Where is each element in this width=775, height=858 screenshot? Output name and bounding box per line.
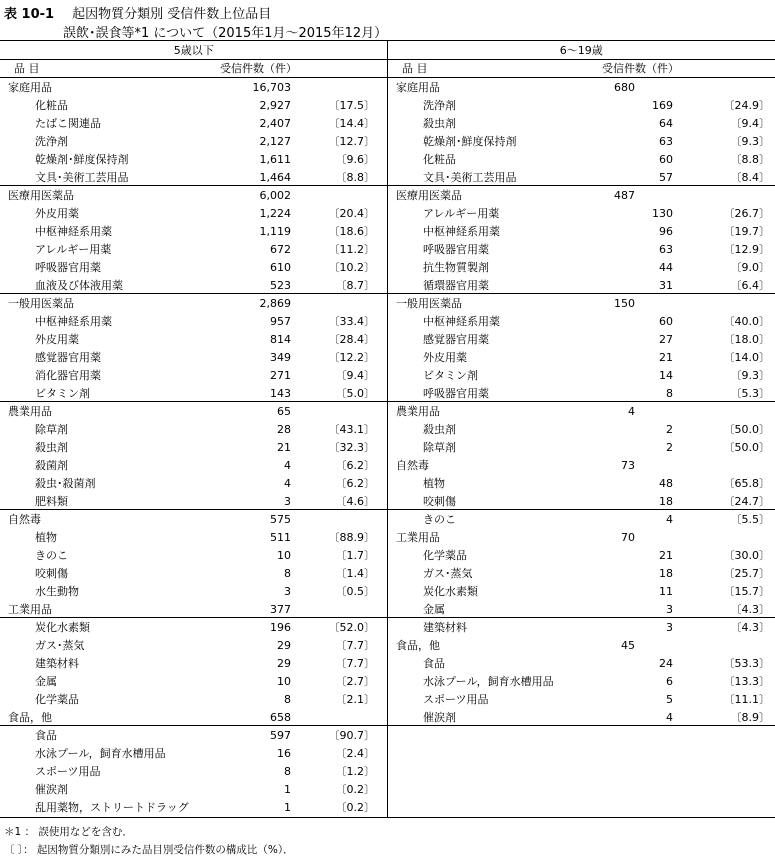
table-number: 表 10-1 (4, 7, 55, 22)
item-name: たばこ関連品 (35, 117, 101, 130)
item-name: 金属 (35, 675, 57, 688)
item-count: 3 (666, 621, 673, 634)
item-name: 感覚器官用薬 (423, 333, 489, 346)
item-count: 3 (284, 495, 291, 508)
item-count: 1 (284, 801, 291, 814)
item-pct: 〔43.1〕 (328, 423, 375, 436)
item-name: 食品 (35, 729, 57, 742)
footnote-1: ＊1 ： 誤使用などを含む． (4, 826, 133, 838)
item-name: 殺虫剤 (423, 423, 456, 436)
item-count: 2,127 (259, 135, 291, 148)
item-count: 597 (270, 729, 291, 742)
item-name: 肥料類 (35, 495, 68, 508)
item-count: 6 (666, 675, 673, 688)
item-pct: 〔9.6〕 (335, 153, 375, 166)
category-name: 食品，他 (396, 639, 440, 652)
item-name: 植物 (423, 477, 445, 490)
item-pct: 〔9.3〕 (730, 135, 770, 148)
item-count: 196 (270, 621, 291, 634)
category-name: 家庭用品 (396, 81, 440, 94)
item-count: 8 (284, 693, 291, 706)
item-count: 4 (284, 459, 291, 472)
item-count: 2,927 (259, 99, 291, 112)
item-pct: 〔8.8〕 (335, 171, 375, 184)
item-pct: 〔2.7〕 (335, 675, 375, 688)
item-count: 16 (277, 747, 291, 760)
item-pct: 〔17.5〕 (328, 99, 375, 112)
item-pct: 〔40.0〕 (723, 315, 770, 328)
item-count: 28 (277, 423, 291, 436)
item-count: 27 (659, 333, 673, 346)
item-count: 18 (659, 495, 673, 508)
item-count: 57 (659, 171, 673, 184)
category-total: 377 (270, 603, 291, 616)
item-count: 8 (284, 567, 291, 580)
item-name: 炭化水素類 (423, 585, 478, 598)
item-name: 感覚器官用薬 (35, 351, 101, 364)
item-pct: 〔33.4〕 (328, 315, 375, 328)
item-count: 4 (284, 477, 291, 490)
item-pct: 〔5.5〕 (730, 513, 770, 526)
item-name: 乾燥剤･鮮度保持剤 (423, 135, 517, 148)
item-pct: 〔7.7〕 (335, 639, 375, 652)
item-count: 511 (270, 531, 291, 544)
item-name: 呼吸器官用薬 (35, 261, 101, 274)
item-name: 中枢神経系用薬 (423, 225, 500, 238)
item-pct: 〔11.2〕 (328, 243, 375, 256)
item-pct: 〔6.2〕 (335, 459, 375, 472)
item-name: 化粧品 (35, 99, 68, 112)
item-count: 5 (666, 693, 673, 706)
category-name: 医療用医薬品 (396, 189, 462, 202)
item-pct: 〔1.2〕 (335, 765, 375, 778)
item-count: 14 (659, 369, 673, 382)
item-count: 63 (659, 135, 673, 148)
item-name: スポーツ用品 (35, 765, 101, 778)
item-name: 乾燥剤･鮮度保持剤 (35, 153, 129, 166)
category-name: 一般用医薬品 (8, 297, 74, 310)
table-title-text: 起因物質分類別 受信件数上位品目 (72, 7, 272, 22)
item-count: 523 (270, 279, 291, 292)
category-total: 70 (621, 531, 635, 544)
item-pct: 〔2.1〕 (335, 693, 375, 706)
item-count: 31 (659, 279, 673, 292)
item-count: 169 (652, 99, 673, 112)
item-pct: 〔18.6〕 (328, 225, 375, 238)
category-total: 658 (270, 711, 291, 724)
item-name: ガス･蒸気 (35, 639, 85, 652)
item-count: 1,119 (259, 225, 291, 238)
item-name: 呼吸器官用薬 (423, 387, 489, 400)
item-count: 3 (284, 585, 291, 598)
category-total: 73 (621, 459, 635, 472)
item-pct: 〔1.7〕 (335, 549, 375, 562)
item-name: 洗浄剤 (35, 135, 68, 148)
item-pct: 〔7.7〕 (335, 657, 375, 670)
item-pct: 〔9.3〕 (730, 369, 770, 382)
group-header: 5歳以下 (173, 44, 214, 57)
item-count: 96 (659, 225, 673, 238)
item-name: 除草剤 (423, 441, 456, 454)
category-name: 家庭用品 (8, 81, 52, 94)
item-name: 抗生物質製剤 (423, 261, 489, 274)
item-pct: 〔6.4〕 (730, 279, 770, 292)
item-count: 271 (270, 369, 291, 382)
category-total: 65 (277, 405, 291, 418)
item-pct: 〔24.7〕 (723, 495, 770, 508)
category-total: 6,002 (259, 189, 291, 202)
item-pct: 〔4.3〕 (730, 603, 770, 616)
item-count: 10 (277, 675, 291, 688)
item-count: 143 (270, 387, 291, 400)
item-count: 21 (277, 441, 291, 454)
item-name: 中枢神経系用薬 (423, 315, 500, 328)
category-total: 150 (614, 297, 635, 310)
item-pct: 〔53.3〕 (723, 657, 770, 670)
item-name: 金属 (423, 603, 445, 616)
item-count: 11 (659, 585, 673, 598)
item-name: 殺虫剤 (423, 117, 456, 130)
item-count: 2 (666, 441, 673, 454)
item-pct: 〔6.2〕 (335, 477, 375, 490)
item-name: 中枢神経系用薬 (35, 315, 112, 328)
item-name: 催涙剤 (35, 783, 68, 796)
item-pct: 〔8.9〕 (730, 711, 770, 724)
item-pct: 〔20.4〕 (328, 207, 375, 220)
category-total: 4 (628, 405, 635, 418)
item-count: 44 (659, 261, 673, 274)
item-pct: 〔0.2〕 (335, 801, 375, 814)
category-total: 575 (270, 513, 291, 526)
item-count: 60 (659, 315, 673, 328)
item-name: 殺虫剤 (35, 441, 68, 454)
item-pct: 〔19.7〕 (723, 225, 770, 238)
item-pct: 〔12.2〕 (328, 351, 375, 364)
item-count: 957 (270, 315, 291, 328)
item-name: 化粧品 (423, 153, 456, 166)
item-name: ビタミン剤 (35, 387, 90, 400)
item-name: 除草剤 (35, 423, 68, 436)
item-pct: 〔90.7〕 (328, 729, 375, 742)
item-count: 48 (659, 477, 673, 490)
item-name: きのこ (35, 549, 68, 562)
item-name: 食品 (423, 657, 445, 670)
item-count: 1,611 (259, 153, 291, 166)
item-pct: 〔50.0〕 (723, 423, 770, 436)
item-count: 21 (659, 549, 673, 562)
item-count: 1 (284, 783, 291, 796)
item-count: 130 (652, 207, 673, 220)
item-name: 建築材料 (35, 657, 79, 670)
item-name: ガス･蒸気 (423, 567, 473, 580)
item-name: 殺虫･殺菌剤 (35, 477, 96, 490)
table-subtitle: 誤飲･誤食等*1 について（2015年1月～2015年12月） (63, 26, 388, 41)
item-count: 4 (666, 711, 673, 724)
item-pct: 〔24.9〕 (723, 99, 770, 112)
item-pct: 〔9.4〕 (335, 369, 375, 382)
column-header-item: 品 目 (402, 62, 428, 75)
item-pct: 〔1.4〕 (335, 567, 375, 580)
item-pct: 〔0.2〕 (335, 783, 375, 796)
item-pct: 〔2.4〕 (335, 747, 375, 760)
item-pct: 〔26.7〕 (723, 207, 770, 220)
item-name: 文具･美術工芸用品 (35, 171, 129, 184)
item-count: 672 (270, 243, 291, 256)
item-name: 洗浄剤 (423, 99, 456, 112)
item-count: 2 (666, 423, 673, 436)
category-name: 工業用品 (396, 531, 440, 544)
item-pct: 〔9.4〕 (730, 117, 770, 130)
item-count: 3 (666, 603, 673, 616)
item-pct: 〔10.2〕 (328, 261, 375, 274)
item-name: 外皮用薬 (35, 333, 79, 346)
item-count: 29 (277, 639, 291, 652)
item-count: 18 (659, 567, 673, 580)
item-count: 24 (659, 657, 673, 670)
category-name: 工業用品 (8, 603, 52, 616)
category-name: 自然毒 (396, 459, 429, 472)
item-count: 1,464 (259, 171, 291, 184)
item-count: 349 (270, 351, 291, 364)
item-pct: 〔12.7〕 (328, 135, 375, 148)
item-pct: 〔4.3〕 (730, 621, 770, 634)
item-pct: 〔4.6〕 (335, 495, 375, 508)
category-name: 農業用品 (396, 405, 440, 418)
item-pct: 〔88.9〕 (328, 531, 375, 544)
item-pct: 〔50.0〕 (723, 441, 770, 454)
category-name: 農業用品 (8, 405, 52, 418)
item-count: 2,407 (259, 117, 291, 130)
item-count: 814 (270, 333, 291, 346)
item-name: 殺菌剤 (35, 459, 68, 472)
category-total: 2,869 (259, 297, 291, 310)
item-count: 60 (659, 153, 673, 166)
item-name: スポーツ用品 (423, 693, 489, 706)
data-table (0, 40, 775, 818)
table-title (4, 3, 271, 22)
item-pct: 〔13.3〕 (723, 675, 770, 688)
item-name: 咬刺傷 (35, 567, 68, 580)
category-total: 680 (614, 81, 635, 94)
item-count: 4 (666, 513, 673, 526)
item-name: 循環器官用薬 (423, 279, 489, 292)
column-header-item: 品 目 (14, 62, 40, 75)
item-pct: 〔5.0〕 (335, 387, 375, 400)
item-name: 水生動物 (35, 585, 79, 598)
category-name: 自然毒 (8, 513, 41, 526)
item-name: 消化器官用薬 (35, 369, 101, 382)
item-name: 血液及び体液用薬 (35, 279, 123, 292)
item-pct: 〔65.8〕 (723, 477, 770, 490)
item-name: 植物 (35, 531, 57, 544)
item-pct: 〔14.0〕 (723, 351, 770, 364)
item-pct: 〔0.5〕 (335, 585, 375, 598)
item-count: 10 (277, 549, 291, 562)
item-pct: 〔11.1〕 (723, 693, 770, 706)
item-pct: 〔8.7〕 (335, 279, 375, 292)
item-pct: 〔15.7〕 (723, 585, 770, 598)
item-pct: 〔32.3〕 (328, 441, 375, 454)
item-pct: 〔8.4〕 (730, 171, 770, 184)
item-name: 外皮用薬 (35, 207, 79, 220)
item-name: アレルギー用薬 (423, 207, 500, 220)
category-name: 一般用医薬品 (396, 297, 462, 310)
item-name: 化学薬品 (35, 693, 79, 706)
group-header: 6～19歳 (559, 44, 603, 57)
item-count: 29 (277, 657, 291, 670)
item-name: 炭化水素類 (35, 621, 90, 634)
category-total: 16,703 (252, 81, 291, 94)
item-name: 文具･美術工芸用品 (423, 171, 517, 184)
column-header-count: 受信件数（件） (602, 62, 679, 75)
item-count: 63 (659, 243, 673, 256)
item-count: 64 (659, 117, 673, 130)
item-name: 水泳プール，飼育水槽用品 (35, 747, 166, 760)
item-name: きのこ (423, 513, 456, 526)
category-name: 医療用医薬品 (8, 189, 74, 202)
item-pct: 〔12.9〕 (723, 243, 770, 256)
category-total: 487 (614, 189, 635, 202)
category-name: 食品，他 (8, 711, 52, 724)
item-name: 建築材料 (423, 621, 467, 634)
item-count: 8 (284, 765, 291, 778)
item-name: 乱用薬物，ストリートドラッグ (35, 801, 189, 814)
item-name: 催涙剤 (423, 711, 456, 724)
item-pct: 〔30.0〕 (723, 549, 770, 562)
item-pct: 〔9.0〕 (730, 261, 770, 274)
item-pct: 〔18.0〕 (723, 333, 770, 346)
item-pct: 〔28.4〕 (328, 333, 375, 346)
table-grid (0, 40, 775, 818)
item-pct: 〔25.7〕 (723, 567, 770, 580)
item-name: 中枢神経系用薬 (35, 225, 112, 238)
item-pct: 〔14.4〕 (328, 117, 375, 130)
item-pct: 〔5.3〕 (730, 387, 770, 400)
item-count: 21 (659, 351, 673, 364)
item-name: 呼吸器官用薬 (423, 243, 489, 256)
item-name: アレルギー用薬 (35, 243, 112, 256)
item-count: 610 (270, 261, 291, 274)
item-name: 化学薬品 (423, 549, 467, 562)
item-name: 外皮用薬 (423, 351, 467, 364)
category-total: 45 (621, 639, 635, 652)
item-name: 咬刺傷 (423, 495, 456, 508)
item-count: 1,224 (259, 207, 291, 220)
item-pct: 〔52.0〕 (328, 621, 375, 634)
column-header-count: 受信件数（件） (220, 62, 297, 75)
item-pct: 〔8.8〕 (730, 153, 770, 166)
item-name: ビタミン剤 (423, 369, 478, 382)
item-name: 水泳プール，飼育水槽用品 (423, 675, 554, 688)
footnote-2: 〔 〕： 起因物質分類別にみた品目別受信件数の構成比（%）． (4, 844, 294, 856)
item-count: 8 (666, 387, 673, 400)
